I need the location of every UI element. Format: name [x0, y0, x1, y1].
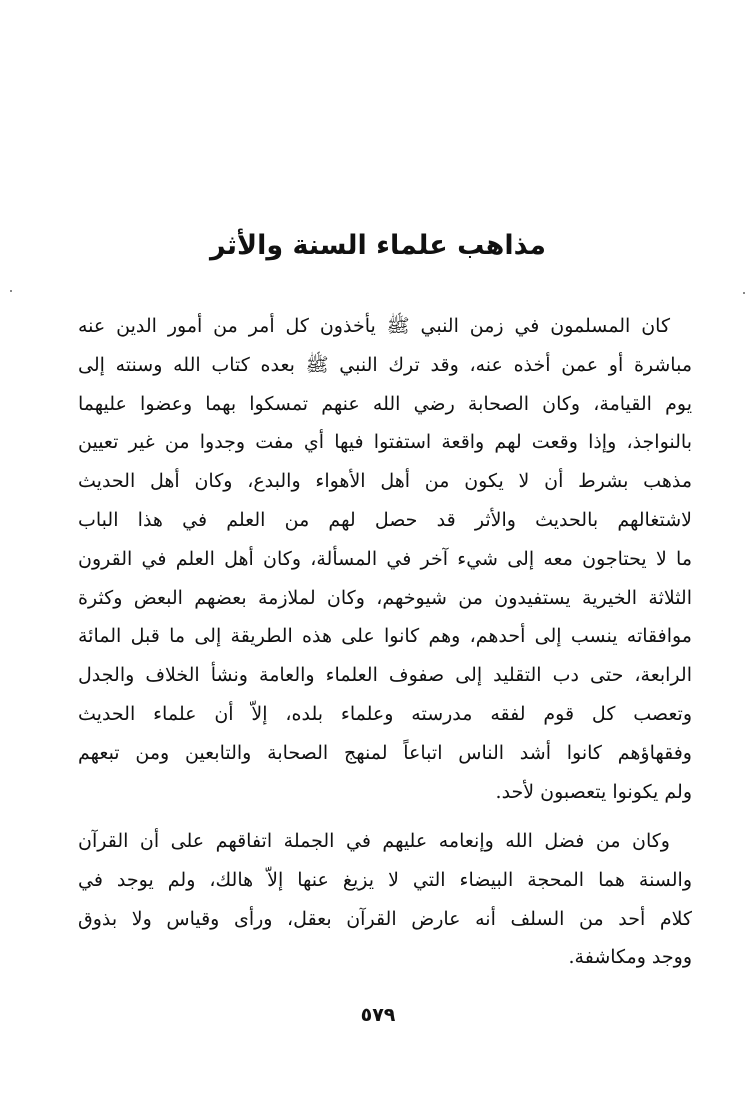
text-line: لاشتغالهم بالحديث والأثر قد حصل لهم من العلم في هذا الباب: [78, 508, 692, 531]
text-line: ولم يكونوا يتعصبون لأحد.: [495, 780, 692, 803]
paragraph-1: [78, 307, 692, 811]
text-line: يوم القيامة، وكان الصحابة رضي الله عنهم تمسكوا بهما وعضوا عليهما: [78, 392, 692, 415]
scan-speck: [10, 290, 12, 292]
text-line: مباشرة أو عمن أخذه عنه، وقد ترك النبي ﷺ بعده كتاب الله وسنته إلى: [78, 353, 692, 376]
text-line: الرابعة، حتى دب التقليد إلى صفوف العلماء والعامة ونشأ الخلاف والجدل: [78, 664, 692, 687]
text-line: وفقهاؤهم كانوا أشد الناس اتباعاً لمنهج الصحابة والتابعين ومن تبعهم: [78, 741, 692, 764]
text-line: وكان من فضل الله وإنعامه عليهم في الجملة اتفاقهم على أن القرآن: [78, 830, 670, 852]
paragraph-2: [78, 822, 692, 977]
text-line: الثلاثة الخيرية يستفيدون من شيوخهم، وكان لملازمة بعضهم البعض وكثرة: [78, 586, 692, 609]
text-line: مذهب بشرط أن لا يكون من أهل الأهواء والبدع، وكان أهل الحديث: [78, 470, 692, 493]
text-line: موافقاته ينسب إلى أحدهم، وهم كانوا على هذه الطريقة إلى ما قبل المائة: [78, 625, 692, 648]
text-line: وتعصب كل قوم لفقه مدرسته وعلماء بلده، إلاّ أن علماء الحديث: [78, 702, 692, 725]
text-line: كلام أحد من السلف أنه عارض القرآن بعقل، ورأى وقياس ولا بذوق: [78, 907, 692, 930]
chapter-title: مذاهب علماء السنة والأثر: [210, 230, 546, 261]
text-line: بالنواجذ، وإذا وقعت لهم واقعة استفتوا فيها أي مفت وجدوا من غير تعيين: [78, 431, 692, 454]
text-line: كان المسلمون في زمن النبي ﷺ يأخذون كل أمر من أمور الدين عنه: [78, 315, 670, 337]
text-line: ووجد ومكاشفة.: [568, 946, 692, 969]
text-line: ما لا يحتاجون معه إلى شيء آخر في المسألة، وكان أهل العلم في القرون: [78, 547, 692, 570]
scan-speck: [743, 292, 745, 294]
text-line: والسنة هما المحجة البيضاء التي لا يزيغ عنها إلاّ هالك، ولم يوجد في: [78, 868, 692, 891]
page-number: ٥٧٩: [360, 1004, 396, 1026]
